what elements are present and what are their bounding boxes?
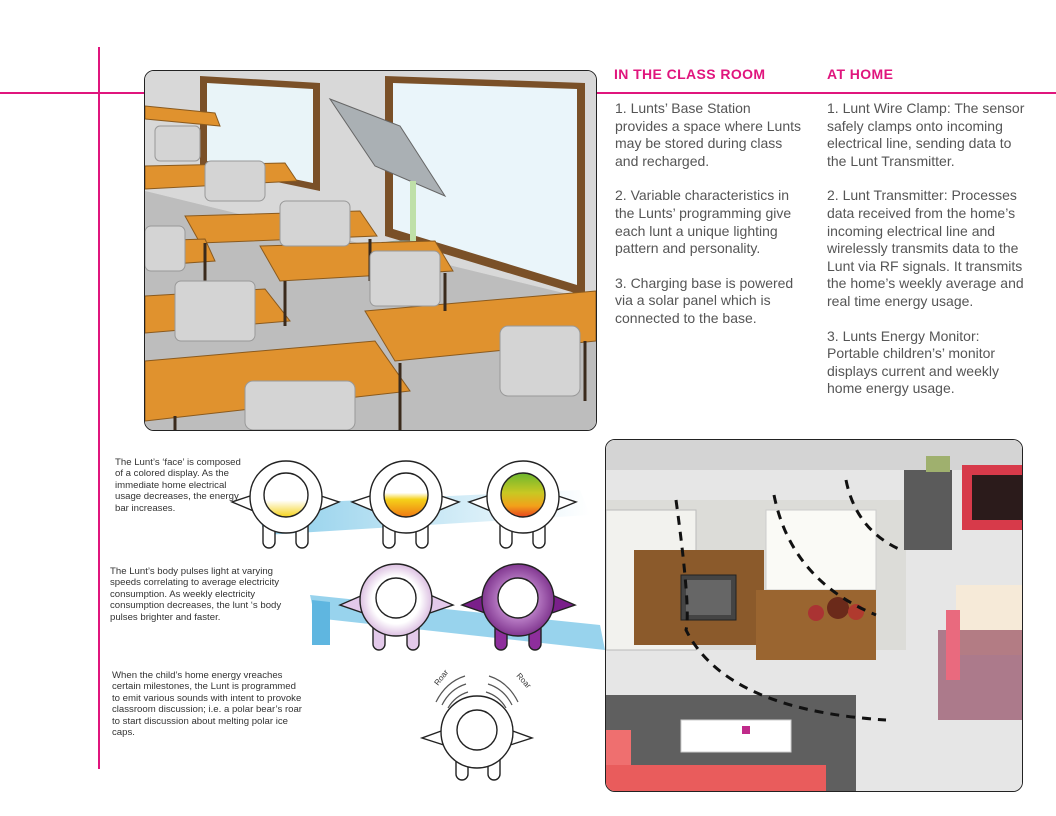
roar-label-left: Roar [432, 668, 451, 688]
lunt-illustrations [0, 440, 610, 785]
home-heading: AT HOME [827, 66, 894, 82]
home-item-3: 3. Lunts Energy Monitor: Portable children’s’ monitor displays current and weekly home energy usage. [827, 327, 999, 397]
caption-sound: When the child’s home energy vreaches certain milestones, the Lunt is programmed to emit various sounds with intent to provoke classroom discussion; i.e. a polar bear’s roar to start discussion about melting polar ice caps. [112, 670, 303, 739]
classroom-heading: IN THE CLASS ROOM [614, 66, 766, 82]
lunt-face-yellow [232, 461, 339, 548]
home-item-1: 1. Lunt Wire Clamp: The sensor safely clamps onto incoming electrical line, sending data to the Lunt Transmitter. [827, 100, 1025, 169]
caption-face: The Lunt’s ‘face’ is composed of a colored display. As the immediate home electrical usage decreases, the energy bar increases. [115, 457, 241, 514]
lunt-body-light [340, 564, 453, 650]
classroom-render-image [144, 70, 597, 431]
caption-body: The Lunt’s body pulses light at varying speeds correlating to average electricity consumption. As weekly electricity consumption decreases, the lunt ‘s body pulses brighter and faster. [110, 566, 282, 623]
roar-label-right: Roar [514, 671, 533, 691]
classroom-item-3: 3. Charging base is powered via a solar panel which is connected to the base. [615, 274, 794, 326]
home-item-2: 2. Lunt Transmitter: Processes data received from the home’s incoming electrical line and wirelessly transmits data to the Lunt via RF signals. It transmits the home’s weekly average and real time energy usage. [827, 187, 1024, 309]
classroom-item-1: 1. Lunts’ Base Station provides a space where Lunts may be stored during class and recharged. [615, 100, 801, 169]
classroom-column [615, 100, 805, 345]
home-column [827, 100, 1027, 415]
lunt-roaring [422, 696, 532, 780]
lunt-face-green [469, 461, 576, 548]
classroom-item-2: 2. Variable characteristics in the Lunts’ programming give each lunt a unique lighting pattern and personality. [615, 187, 792, 257]
home-render-image [605, 439, 1023, 792]
lunt-face-orange [352, 461, 459, 548]
